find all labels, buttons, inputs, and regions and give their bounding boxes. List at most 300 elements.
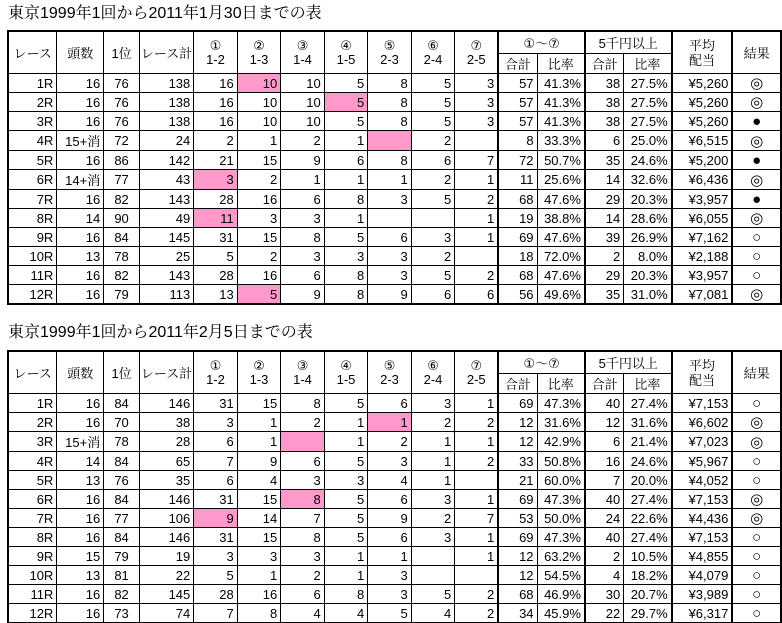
col-header-combo-2: ② 1-3 bbox=[237, 351, 281, 394]
result-cell: ○ bbox=[732, 266, 781, 285]
value-cell: 45.9% bbox=[537, 604, 585, 623]
value-cell: 5 bbox=[324, 228, 368, 247]
value-cell: 1 bbox=[411, 452, 455, 471]
race-cell: 5R bbox=[8, 151, 57, 170]
value-cell: 6 bbox=[411, 151, 455, 170]
value-cell: 25.6% bbox=[537, 170, 585, 190]
value-cell: 50.0% bbox=[537, 509, 585, 528]
value-cell: 2 bbox=[585, 547, 624, 566]
value-cell: 69 bbox=[498, 528, 537, 547]
value-cell: 8 bbox=[281, 528, 325, 547]
value-cell: ¥7,081 bbox=[672, 285, 733, 305]
value-cell: 15 bbox=[237, 394, 281, 413]
value-cell: 68 bbox=[498, 266, 537, 285]
value-cell: 16 bbox=[57, 394, 104, 413]
race-cell: 3R bbox=[8, 112, 57, 131]
value-cell: 43 bbox=[139, 170, 193, 190]
value-cell: 77 bbox=[104, 509, 140, 528]
value-cell: 38.8% bbox=[537, 209, 585, 228]
table-row bbox=[8, 452, 781, 471]
value-cell: 86 bbox=[104, 151, 140, 170]
value-cell: 6 bbox=[194, 432, 238, 452]
value-cell: 1 bbox=[368, 170, 412, 190]
value-cell bbox=[455, 471, 499, 490]
table-2-body bbox=[8, 394, 781, 623]
table-row bbox=[8, 585, 781, 604]
col-header-combo-3: ③ 1-4 bbox=[281, 351, 325, 394]
value-cell: ¥4,052 bbox=[672, 471, 733, 490]
value-cell: 31 bbox=[194, 490, 238, 509]
value-cell: 6 bbox=[324, 151, 368, 170]
race-cell: 8R bbox=[8, 209, 57, 228]
value-cell: 1 bbox=[368, 547, 412, 566]
race-cell: 3R bbox=[8, 432, 57, 452]
value-cell: 38 bbox=[585, 93, 624, 112]
value-cell: ¥5,260 bbox=[672, 74, 733, 93]
value-cell: 3 bbox=[368, 247, 412, 266]
value-cell: 16 bbox=[237, 266, 281, 285]
circled-3: ③ bbox=[296, 37, 309, 53]
value-cell bbox=[411, 566, 455, 585]
value-cell: ¥5,200 bbox=[672, 151, 733, 170]
value-cell: 19 bbox=[139, 547, 193, 566]
race-cell: 7R bbox=[8, 190, 57, 209]
value-cell: 16 bbox=[57, 604, 104, 623]
value-cell: ¥4,079 bbox=[672, 566, 733, 585]
table-row bbox=[8, 471, 781, 490]
value-cell: 7 bbox=[281, 509, 325, 528]
group-header-1-to-7: ①～⑦ bbox=[498, 351, 585, 374]
table-row bbox=[8, 93, 781, 112]
value-cell: 27.5% bbox=[624, 74, 672, 93]
race-cell: 11R bbox=[8, 585, 57, 604]
sub-header-total-1: 合計 bbox=[498, 54, 537, 74]
value-cell: 49 bbox=[139, 209, 193, 228]
value-cell: 28 bbox=[194, 190, 238, 209]
value-cell: 24 bbox=[585, 509, 624, 528]
value-cell: 72.0% bbox=[537, 247, 585, 266]
value-cell: 1 bbox=[455, 490, 499, 509]
table-row bbox=[8, 490, 781, 509]
value-cell: 3 bbox=[455, 112, 499, 131]
race-cell: 2R bbox=[8, 413, 57, 432]
sub-header-total-2: 合計 bbox=[585, 54, 624, 74]
value-cell: 28 bbox=[194, 585, 238, 604]
col-header-combo-1: ① 1-2 bbox=[194, 351, 238, 394]
value-cell: 9 bbox=[281, 151, 325, 170]
value-cell: 5 bbox=[324, 509, 368, 528]
value-cell: 138 bbox=[139, 74, 193, 93]
value-cell: 146 bbox=[139, 490, 193, 509]
value-cell: 3 bbox=[368, 266, 412, 285]
value-cell: 40 bbox=[585, 528, 624, 547]
col-header-combo-7: ⑦ 2-5 bbox=[455, 351, 499, 394]
value-cell: 3 bbox=[411, 528, 455, 547]
value-cell: ¥3,989 bbox=[672, 585, 733, 604]
value-cell: 69 bbox=[498, 394, 537, 413]
value-cell: 8 bbox=[498, 131, 537, 151]
value-cell: 2 bbox=[455, 585, 499, 604]
value-cell: 53 bbox=[498, 509, 537, 528]
value-cell: 63.2% bbox=[537, 547, 585, 566]
value-cell: 142 bbox=[139, 151, 193, 170]
value-cell: 73 bbox=[104, 604, 140, 623]
result-cell: ◎ bbox=[732, 509, 781, 528]
result-cell: ◎ bbox=[732, 285, 781, 305]
col-header-combo-4: ④ 1-5 bbox=[324, 31, 368, 74]
value-cell: 6 bbox=[455, 285, 499, 305]
value-cell: 78 bbox=[104, 247, 140, 266]
value-cell: 15+消 bbox=[57, 131, 104, 151]
circled-5: ⑤ bbox=[383, 37, 396, 53]
result-cell: ● bbox=[732, 151, 781, 170]
col-header-average-payout: 平均 配当 bbox=[672, 31, 733, 74]
table-row bbox=[8, 528, 781, 547]
value-cell: 6 bbox=[585, 131, 624, 151]
value-cell: ¥6,515 bbox=[672, 131, 733, 151]
value-cell: 2 bbox=[455, 452, 499, 471]
value-cell: 3 bbox=[324, 247, 368, 266]
value-cell: 6 bbox=[281, 585, 325, 604]
value-cell: 6 bbox=[194, 471, 238, 490]
value-cell: 74 bbox=[139, 604, 193, 623]
value-cell: 20.0% bbox=[624, 471, 672, 490]
value-cell: 5 bbox=[411, 190, 455, 209]
value-cell: 38 bbox=[139, 413, 193, 432]
value-cell: 11 bbox=[498, 170, 537, 190]
value-cell: 3 bbox=[281, 547, 325, 566]
value-cell: 5 bbox=[324, 112, 368, 131]
result-cell: ◎ bbox=[732, 209, 781, 228]
value-cell: 6 bbox=[411, 285, 455, 305]
table-row bbox=[8, 604, 781, 623]
value-cell: 10 bbox=[281, 112, 325, 131]
value-cell: 29.7% bbox=[624, 604, 672, 623]
value-cell: 5 bbox=[324, 490, 368, 509]
value-cell: 16 bbox=[57, 74, 104, 93]
value-cell: 7 bbox=[455, 151, 499, 170]
value-cell: 5 bbox=[411, 112, 455, 131]
value-cell bbox=[455, 566, 499, 585]
table-row bbox=[8, 547, 781, 566]
col-header-first-place: 1位 bbox=[104, 351, 140, 394]
table-1-title: 東京1999年1回から2011年1月30日までの表 bbox=[8, 5, 322, 22]
value-cell: 16 bbox=[57, 93, 104, 112]
value-cell: 3 bbox=[237, 209, 281, 228]
value-cell: 21 bbox=[194, 151, 238, 170]
value-cell: 33 bbox=[498, 452, 537, 471]
race-stats-table-2 bbox=[7, 350, 782, 623]
value-cell: 72 bbox=[104, 131, 140, 151]
value-cell: 84 bbox=[104, 394, 140, 413]
value-cell: 31 bbox=[194, 528, 238, 547]
value-cell: 2 bbox=[368, 432, 412, 452]
value-cell: 4 bbox=[237, 471, 281, 490]
value-cell: 15 bbox=[237, 490, 281, 509]
table-row bbox=[8, 566, 781, 585]
value-cell: 76 bbox=[104, 74, 140, 93]
value-cell: 3 bbox=[194, 170, 238, 190]
value-cell: 1 bbox=[455, 209, 499, 228]
value-cell: 60.0% bbox=[537, 471, 585, 490]
value-cell: 16 bbox=[237, 585, 281, 604]
value-cell: ¥5,967 bbox=[672, 452, 733, 471]
value-cell: 16 bbox=[585, 452, 624, 471]
race-cell: 4R bbox=[8, 131, 57, 151]
value-cell: 3 bbox=[455, 74, 499, 93]
value-cell: 31 bbox=[194, 228, 238, 247]
value-cell: 57 bbox=[498, 74, 537, 93]
result-cell: ◎ bbox=[732, 432, 781, 452]
group-header-1-to-7: ①～⑦ bbox=[498, 31, 585, 54]
value-cell: 3 bbox=[368, 190, 412, 209]
value-cell: 145 bbox=[139, 228, 193, 247]
table-row bbox=[8, 190, 781, 209]
value-cell: 13 bbox=[57, 566, 104, 585]
value-cell: 1 bbox=[237, 566, 281, 585]
value-cell: 2 bbox=[281, 566, 325, 585]
circled-6: ⑥ bbox=[427, 37, 439, 53]
value-cell: 16 bbox=[57, 413, 104, 432]
value-cell: 1 bbox=[237, 131, 281, 151]
value-cell: 8 bbox=[368, 74, 412, 93]
value-cell: 2 bbox=[281, 131, 325, 151]
value-cell: 8 bbox=[368, 151, 412, 170]
value-cell bbox=[411, 547, 455, 566]
col-header-combo-2: ② 1-3 bbox=[237, 31, 281, 74]
value-cell: 2 bbox=[194, 131, 238, 151]
value-cell: ¥5,260 bbox=[672, 112, 733, 131]
table-row bbox=[8, 285, 781, 305]
result-cell: ○ bbox=[732, 566, 781, 585]
race-cell: 9R bbox=[8, 547, 57, 566]
value-cell: 34 bbox=[498, 604, 537, 623]
value-cell: 27.4% bbox=[624, 490, 672, 509]
circled-7: ⑦ bbox=[470, 37, 483, 53]
value-cell: 113 bbox=[139, 285, 193, 305]
value-cell: 16 bbox=[57, 509, 104, 528]
value-cell: 5 bbox=[411, 93, 455, 112]
table-row bbox=[8, 266, 781, 285]
value-cell: 5 bbox=[324, 394, 368, 413]
race-cell: 12R bbox=[8, 604, 57, 623]
value-cell: 9 bbox=[281, 285, 325, 305]
result-cell: ○ bbox=[732, 528, 781, 547]
col-header-combo-6: ⑥ 2-4 bbox=[411, 351, 455, 394]
value-cell: 4 bbox=[585, 566, 624, 585]
value-cell: 2 bbox=[455, 413, 499, 432]
value-cell: 5 bbox=[324, 452, 368, 471]
value-cell: 47.6% bbox=[537, 228, 585, 247]
value-cell: 27.5% bbox=[624, 93, 672, 112]
value-cell: 1 bbox=[324, 209, 368, 228]
value-cell: 1 bbox=[455, 394, 499, 413]
value-cell: 4 bbox=[368, 471, 412, 490]
col-header-race: レース bbox=[8, 31, 57, 74]
value-cell: 49.6% bbox=[537, 285, 585, 305]
value-cell: 31.6% bbox=[537, 413, 585, 432]
value-cell: 24.6% bbox=[624, 151, 672, 170]
value-cell: 1 bbox=[455, 547, 499, 566]
value-cell: 143 bbox=[139, 266, 193, 285]
value-cell: 1 bbox=[324, 413, 368, 432]
race-cell: 8R bbox=[8, 528, 57, 547]
value-cell: 9 bbox=[237, 452, 281, 471]
col-header-race-total: レース計 bbox=[139, 31, 193, 74]
value-cell: 6 bbox=[368, 394, 412, 413]
value-cell: 14 bbox=[237, 509, 281, 528]
value-cell: 84 bbox=[104, 452, 140, 471]
value-cell: 20.3% bbox=[624, 266, 672, 285]
value-cell: 29 bbox=[585, 190, 624, 209]
value-cell: 138 bbox=[139, 93, 193, 112]
circled-7: ⑦ bbox=[470, 357, 483, 373]
value-cell: 1 bbox=[455, 432, 499, 452]
value-cell: 31 bbox=[194, 394, 238, 413]
col-header-combo-3: ③ 1-4 bbox=[281, 31, 325, 74]
value-cell: 16 bbox=[57, 285, 104, 305]
value-cell: ¥6,055 bbox=[672, 209, 733, 228]
table-row bbox=[8, 151, 781, 170]
value-cell: 16 bbox=[194, 112, 238, 131]
value-cell: 15 bbox=[237, 151, 281, 170]
value-cell: 2 bbox=[237, 170, 281, 190]
value-cell: 1 bbox=[324, 170, 368, 190]
table-row bbox=[8, 247, 781, 266]
value-cell: 82 bbox=[104, 585, 140, 604]
value-cell: ¥7,153 bbox=[672, 490, 733, 509]
value-cell: 2 bbox=[411, 247, 455, 266]
value-cell: 90 bbox=[104, 209, 140, 228]
value-cell: 146 bbox=[139, 528, 193, 547]
value-cell: 16 bbox=[57, 228, 104, 247]
value-cell: 27.4% bbox=[624, 528, 672, 547]
value-cell: ¥2,188 bbox=[672, 247, 733, 266]
value-cell bbox=[368, 209, 412, 228]
value-cell: 72 bbox=[498, 151, 537, 170]
table-2-title: 東京1999年1回から2011年2月5日までの表 bbox=[8, 324, 313, 341]
value-cell: 2 bbox=[411, 170, 455, 190]
table-row bbox=[8, 432, 781, 452]
value-cell: 3 bbox=[194, 413, 238, 432]
circled-1: ① bbox=[209, 37, 222, 53]
value-cell: 1 bbox=[455, 528, 499, 547]
circled-2: ② bbox=[253, 357, 265, 373]
value-cell: 3 bbox=[281, 471, 325, 490]
value-cell: 1 bbox=[368, 413, 412, 432]
race-cell: 5R bbox=[8, 471, 57, 490]
value-cell: 41.3% bbox=[537, 74, 585, 93]
circled-2: ② bbox=[253, 37, 265, 53]
value-cell: 39 bbox=[585, 228, 624, 247]
value-cell: 3 bbox=[194, 547, 238, 566]
value-cell: 5 bbox=[411, 585, 455, 604]
col-header-combo-5: ⑤ 2-3 bbox=[368, 31, 412, 74]
value-cell: ¥7,153 bbox=[672, 394, 733, 413]
value-cell: 5 bbox=[237, 285, 281, 305]
circled-5: ⑤ bbox=[383, 357, 396, 373]
value-cell: 8 bbox=[281, 228, 325, 247]
value-cell: 15 bbox=[237, 228, 281, 247]
value-cell: 56 bbox=[498, 285, 537, 305]
value-cell: 13 bbox=[194, 285, 238, 305]
value-cell: 16 bbox=[57, 528, 104, 547]
value-cell: 18.2% bbox=[624, 566, 672, 585]
value-cell: 14 bbox=[585, 170, 624, 190]
value-cell: 28 bbox=[194, 266, 238, 285]
value-cell: 27.4% bbox=[624, 394, 672, 413]
value-cell: 8 bbox=[281, 394, 325, 413]
result-cell: ◎ bbox=[732, 170, 781, 190]
race-stats-table-1 bbox=[7, 30, 782, 305]
value-cell: 1 bbox=[455, 228, 499, 247]
table-row bbox=[8, 228, 781, 247]
value-cell: 2 bbox=[411, 413, 455, 432]
value-cell: 4 bbox=[324, 604, 368, 623]
result-cell: ○ bbox=[732, 585, 781, 604]
col-header-combo-5: ⑤ 2-3 bbox=[368, 351, 412, 394]
value-cell: 5 bbox=[324, 528, 368, 547]
col-header-result: 結果 bbox=[732, 351, 781, 394]
value-cell bbox=[411, 209, 455, 228]
value-cell: 3 bbox=[324, 471, 368, 490]
value-cell: 70 bbox=[104, 413, 140, 432]
value-cell: ¥5,260 bbox=[672, 93, 733, 112]
value-cell: 12 bbox=[498, 547, 537, 566]
result-cell: ○ bbox=[732, 471, 781, 490]
value-cell: 32.6% bbox=[624, 170, 672, 190]
result-cell: ○ bbox=[732, 547, 781, 566]
value-cell: 28.6% bbox=[624, 209, 672, 228]
value-cell: 30 bbox=[585, 585, 624, 604]
result-cell: ○ bbox=[732, 604, 781, 623]
value-cell: 3 bbox=[281, 247, 325, 266]
value-cell: 11 bbox=[194, 209, 238, 228]
value-cell: 12 bbox=[498, 432, 537, 452]
value-cell: 3 bbox=[368, 566, 412, 585]
sub-header-total-2: 合計 bbox=[585, 374, 624, 394]
value-cell: 1 bbox=[237, 432, 281, 452]
value-cell: 81 bbox=[104, 566, 140, 585]
value-cell: 40 bbox=[585, 394, 624, 413]
value-cell bbox=[455, 247, 499, 266]
value-cell: 10 bbox=[281, 93, 325, 112]
col-header-heads: 頭数 bbox=[57, 31, 104, 74]
col-header-race: レース bbox=[8, 351, 57, 394]
value-cell: 2 bbox=[455, 266, 499, 285]
value-cell: 3 bbox=[411, 490, 455, 509]
value-cell: 2 bbox=[411, 131, 455, 151]
value-cell: 57 bbox=[498, 93, 537, 112]
sub-header-ratio-1: 比率 bbox=[537, 374, 585, 394]
race-cell: 12R bbox=[8, 285, 57, 305]
table-row bbox=[8, 394, 781, 413]
value-cell: 1 bbox=[324, 432, 368, 452]
value-cell: 65 bbox=[139, 452, 193, 471]
value-cell: 8 bbox=[324, 190, 368, 209]
value-cell: 8 bbox=[324, 266, 368, 285]
value-cell: ¥7,023 bbox=[672, 432, 733, 452]
value-cell: 24.6% bbox=[624, 452, 672, 471]
value-cell: 1 bbox=[281, 170, 325, 190]
value-cell: ¥7,153 bbox=[672, 528, 733, 547]
value-cell: 1 bbox=[324, 566, 368, 585]
col-header-combo-6: ⑥ 2-4 bbox=[411, 31, 455, 74]
race-cell: 11R bbox=[8, 266, 57, 285]
value-cell: 38 bbox=[585, 74, 624, 93]
value-cell: 3 bbox=[368, 452, 412, 471]
value-cell: 84 bbox=[104, 228, 140, 247]
